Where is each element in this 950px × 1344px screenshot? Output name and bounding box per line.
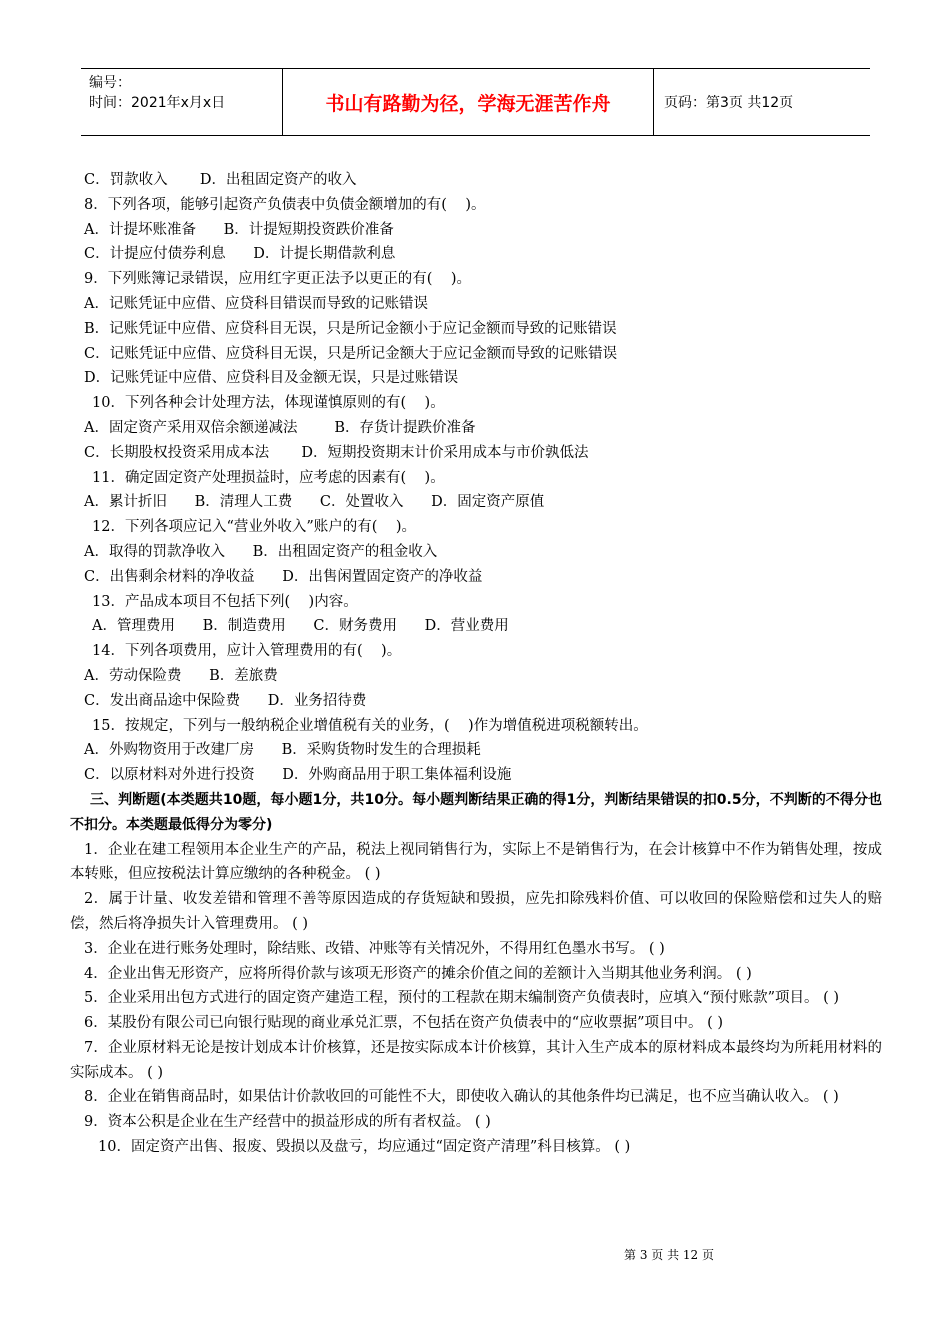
option-line: C．以原材料对外进行投资 D．外购商品用于职工集体福利设施 <box>84 767 512 784</box>
judgment-item: 6．某股份有限公司已向银行贴现的商业承兑汇票，不包括在资产负债表中的“应收票据”项目中。 ( ) <box>84 1015 724 1032</box>
option-line: D．记账凭证中应借、应贷科目及金额无误，只是过账错误 <box>84 370 459 387</box>
question-15: 15．按规定，下列与一般纳税企业增值税有关的业务，( )作为增值税进项税额转出。 <box>92 717 648 734</box>
question-13: 13．产品成本项目不包括下列( )内容。 <box>92 593 358 610</box>
section-3-title: 三、判断题(本类题共10题，每小题1分，共10分。每小题判断结果正确的得1分，判断结果错误的扣0.5分，不判断的不得分也不扣分。本类题最低得分为零分) <box>70 791 882 833</box>
judgment-item: 1．企业在建工程领用本企业生产的产品，税法上视同销售行为，实际上不是销售行为，在会计核算中不作为销售处理，按成本转账，但应按税法计算应缴纳的各种税金。 ( ) <box>70 841 882 883</box>
option-line: A．管理费用 B．制造费用 C．财务费用 D．营业费用 <box>92 618 509 635</box>
question-14: 14．下列各项费用，应计入管理费用的有( )。 <box>92 643 402 660</box>
option-line: A．取得的罚款净收入 B．出租固定资产的租金收入 <box>84 543 438 560</box>
question-11: 11．确定固定资产处理损益时，应考虑的因素有( )。 <box>92 469 445 486</box>
judgment-item: 9．资本公积是企业在生产经营中的损益形成的所有者权益。 ( ) <box>84 1114 491 1131</box>
page-header <box>81 68 870 136</box>
header-number-label: 编号： <box>89 75 131 91</box>
option-line: C．罚款收入 D．出租固定资产的收入 <box>84 172 357 188</box>
header-time-label: 时间：2021年x月x日 <box>89 95 226 111</box>
option-line: C．长期股权投资采用成本法 D．短期投资期末计价采用成本与市价孰低法 <box>84 444 589 461</box>
document-body <box>70 168 882 1160</box>
option-line: A．外购物资用于改建厂房 B．采购货物时发生的合理损耗 <box>84 742 481 759</box>
header-motto: 书山有路勤为径，学海无涯苦作舟 <box>283 69 654 135</box>
option-line: B．记账凭证中应借、应贷科目无误，只是所记金额小于应记金额而导致的记账错误 <box>84 320 617 337</box>
header-info-cell <box>81 69 283 135</box>
option-line: C．出售剩余材料的净收益 D．出售闲置固定资产的净收益 <box>84 568 483 585</box>
option-line: A．计提坏账准备 B．计提短期投资跌价准备 <box>84 221 394 238</box>
question-12: 12．下列各项应记入“营业外收入”账户的有( )。 <box>92 519 417 536</box>
option-line: A．累计折旧 B．清理人工费 C．处置收入 D．固定资产原值 <box>84 494 545 511</box>
question-10: 10．下列各种会计处理方法，体现谨慎原则的有( )。 <box>92 395 445 412</box>
judgment-item: 4．企业出售无形资产，应将所得价款与该项无形资产的摊余价值之间的差额计入当期其他业务利润。 ( ) <box>84 965 752 982</box>
judgment-item: 3．企业在进行账务处理时，除结账、改错、冲账等有关情况外，不得用红色墨水书写。 ( ) <box>84 940 665 957</box>
option-line: A．记账凭证中应借、应贷科目错误而导致的记账错误 <box>84 295 428 312</box>
option-line: C．计提应付债券利息 D．计提长期借款利息 <box>84 246 396 263</box>
judgment-item: 5．企业采用出包方式进行的固定资产建造工程，预付的工程款在期末编制资产负债表时，应填入“预付账款”项目。 ( ) <box>84 990 840 1007</box>
option-line: A．劳动保险费 B．差旅费 <box>84 667 278 684</box>
header-page-code: 页码：第3页 共12页 <box>664 95 794 111</box>
question-9: 9．下列账簿记录错误，应用红字更正法予以更正的有( )。 <box>84 271 471 288</box>
judgment-item: 7．企业原材料无论是按计划成本计价核算，还是按实际成本计价核算，其计入生产成本的原材料成本最终均为所耗用材料的实际成本。 ( ) <box>70 1039 882 1081</box>
judgment-item: 2．属于计量、收发差错和管理不善等原因造成的存货短缺和毁损，应先扣除残料价值、可以收回的保险赔偿和过失人的赔偿，然后将净损失计入管理费用。 ( ) <box>70 891 882 932</box>
judgment-item: 8．企业在销售商品时，如果估计价款收回的可能性不大，即使收入确认的其他条件均已满足，也不应当确认收入。 ( ) <box>84 1089 839 1106</box>
option-line: C．发出商品途中保险费 D．业务招待费 <box>84 692 367 709</box>
option-line: A．固定资产采用双倍余额递减法 B．存货计提跌价准备 <box>84 419 476 436</box>
question-8: 8．下列各项，能够引起资产负债表中负债金额增加的有( )。 <box>84 196 486 213</box>
judgment-item: 10．固定资产出售、报废、毁损以及盘亏，均应通过“固定资产清理”科目核算。 ( ) <box>98 1139 631 1156</box>
page-footer: 第 3 页 共 12 页 <box>624 1248 714 1262</box>
option-line: C．记账凭证中应借、应贷科目无误，只是所记金额大于应记金额而导致的记账错误 <box>84 345 618 362</box>
